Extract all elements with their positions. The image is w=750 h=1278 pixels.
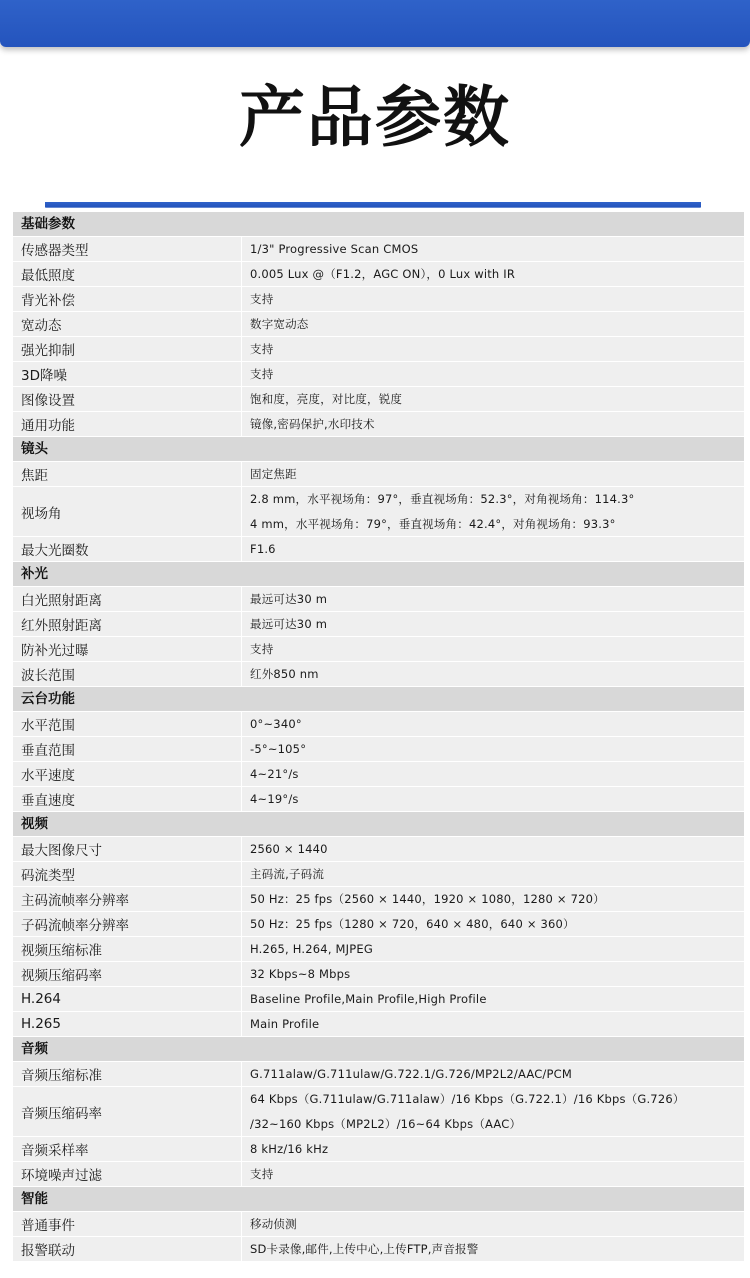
page-title: 产品参数 <box>239 79 511 156</box>
spec-label: 水平速度 <box>13 762 242 786</box>
spec-label: 最低照度 <box>13 262 242 286</box>
spec-label: 码流类型 <box>13 862 242 886</box>
spec-row <box>13 737 744 762</box>
spec-row <box>13 312 744 337</box>
spec-row <box>13 862 744 887</box>
spec-label: 水平范围 <box>13 712 242 736</box>
spec-value <box>242 262 744 286</box>
spec-value <box>242 1062 744 1086</box>
spec-value <box>242 237 744 261</box>
spec-label: 音频压缩码率 <box>13 1087 242 1136</box>
spec-row <box>13 1062 744 1087</box>
spec-value-line: 2560 × 1440 <box>250 841 328 856</box>
spec-row <box>13 487 744 537</box>
spec-value-line: 最远可达30 m <box>250 616 328 631</box>
spec-row <box>13 237 744 262</box>
spec-label: 3D降噪 <box>13 362 242 386</box>
spec-value-line: SD卡录像,邮件,上传中心,上传FTP,声音报警 <box>250 1241 479 1256</box>
spec-row <box>13 1162 744 1187</box>
spec-row <box>13 987 744 1012</box>
section-header <box>13 1187 744 1212</box>
spec-value <box>242 637 744 661</box>
spec-row <box>13 612 744 637</box>
spec-row <box>13 462 744 487</box>
spec-row <box>13 837 744 862</box>
spec-value <box>242 887 744 911</box>
spec-value <box>242 837 744 861</box>
spec-label: 背光补偿 <box>13 287 242 311</box>
spec-label: 垂直速度 <box>13 787 242 811</box>
spec-row <box>13 587 744 612</box>
spec-label: 视频压缩标准 <box>13 937 242 961</box>
spec-label: 防补光过曝 <box>13 637 242 661</box>
section-header <box>13 1037 744 1062</box>
spec-label: 传感器类型 <box>13 237 242 261</box>
section-title: 视频 <box>21 816 48 832</box>
spec-label: 最大光圈数 <box>13 537 242 561</box>
spec-label: 主码流帧率分辨率 <box>13 887 242 911</box>
spec-value <box>242 712 744 736</box>
spec-label: 音频采样率 <box>13 1137 242 1161</box>
spec-value <box>242 737 744 761</box>
spec-label: 宽动态 <box>13 312 242 336</box>
spec-value-line: 4~19°/s <box>250 791 299 806</box>
spec-value-line: /32~160 Kbps（MP2L2）/16~64 Kbps（AAC） <box>250 1116 522 1131</box>
spec-row <box>13 762 744 787</box>
spec-label: 报警联动 <box>13 1237 242 1261</box>
spec-value-line: 4~21°/s <box>250 766 299 781</box>
spec-label: H.265 <box>13 1012 242 1036</box>
spec-value-line: 50 Hz：25 fps（1280 × 720，640 × 480，640 × 360） <box>250 916 575 931</box>
spec-value-line: 2.8 mm，水平视场角：97°，垂直视场角：52.3°，对角视场角：114.3° <box>250 491 635 506</box>
spec-label: 视频压缩码率 <box>13 962 242 986</box>
spec-value-line: 饱和度，亮度，对比度，锐度 <box>250 391 403 406</box>
spec-value <box>242 337 744 361</box>
spec-value <box>242 612 744 636</box>
spec-value <box>242 1087 744 1136</box>
spec-value <box>242 387 744 411</box>
section-header <box>13 562 744 587</box>
spec-value-line: F1.6 <box>250 541 276 556</box>
spec-value-line: 支持 <box>250 366 274 381</box>
spec-value-line: 固定焦距 <box>250 466 297 481</box>
spec-value-line: 32 Kbps~8 Mbps <box>250 966 351 981</box>
spec-value <box>242 412 744 436</box>
spec-value-line: 64 Kbps（G.711ulaw/G.711alaw）/16 Kbps（G.722.1）/16 Kbps（G.726） <box>250 1091 685 1106</box>
spec-value-line: 0°~340° <box>250 716 302 731</box>
spec-value <box>242 1012 744 1036</box>
spec-value-line: Main Profile <box>250 1016 320 1031</box>
spec-value <box>242 1212 744 1236</box>
spec-row <box>13 887 744 912</box>
spec-row <box>13 637 744 662</box>
spec-value-line: 支持 <box>250 341 274 356</box>
spec-value <box>242 487 744 536</box>
spec-value-line: 移动侦测 <box>250 1216 297 1231</box>
spec-label: H.264 <box>13 987 242 1011</box>
spec-value <box>242 312 744 336</box>
spec-label: 通用功能 <box>13 412 242 436</box>
spec-value-line: 8 kHz/16 kHz <box>250 1141 329 1156</box>
spec-value-line: 主码流,子码流 <box>250 866 325 881</box>
spec-row <box>13 287 744 312</box>
header-banner <box>0 0 750 47</box>
spec-label: 强光抑制 <box>13 337 242 361</box>
spec-label: 垂直范围 <box>13 737 242 761</box>
spec-value <box>242 587 744 611</box>
spec-row <box>13 362 744 387</box>
spec-value <box>242 987 744 1011</box>
spec-row <box>13 337 744 362</box>
spec-value <box>242 362 744 386</box>
spec-value-line: -5°~105° <box>250 741 307 756</box>
spec-value <box>242 937 744 961</box>
spec-label: 图像设置 <box>13 387 242 411</box>
spec-row <box>13 1212 744 1237</box>
spec-row <box>13 1137 744 1162</box>
spec-row <box>13 787 744 812</box>
spec-value <box>242 1237 744 1261</box>
spec-value-line: 红外850 nm <box>250 666 319 681</box>
section-title: 基础参数 <box>21 216 75 232</box>
spec-value-line: 支持 <box>250 1166 274 1181</box>
spec-label: 普通事件 <box>13 1212 242 1236</box>
spec-value-line: 支持 <box>250 291 274 306</box>
spec-value-line: 50 Hz：25 fps（2560 × 1440，1920 × 1080，1280 × 720） <box>250 891 605 906</box>
spec-value <box>242 1162 744 1186</box>
spec-label: 视场角 <box>13 487 242 536</box>
spec-value <box>242 287 744 311</box>
spec-row <box>13 1012 744 1037</box>
spec-row <box>13 962 744 987</box>
spec-value <box>242 787 744 811</box>
spec-value <box>242 1137 744 1161</box>
spec-value-line: 支持 <box>250 641 274 656</box>
spec-label: 焦距 <box>13 462 242 486</box>
section-title: 云台功能 <box>21 691 75 707</box>
section-header <box>13 437 744 462</box>
spec-value-line: Baseline Profile,Main Profile,High Profile <box>250 991 487 1006</box>
spec-row <box>13 662 744 687</box>
spec-value-line: H.265, H.264, MJPEG <box>250 941 373 956</box>
spec-table <box>13 212 744 1262</box>
spec-label: 白光照射距离 <box>13 587 242 611</box>
section-header <box>13 212 744 237</box>
spec-row <box>13 262 744 287</box>
section-header <box>13 687 744 712</box>
section-title: 音频 <box>21 1041 48 1057</box>
spec-value-line: 1/3" Progressive Scan CMOS <box>250 241 419 256</box>
spec-value-line: 数字宽动态 <box>250 316 309 331</box>
title-underline <box>45 201 701 208</box>
spec-value-line: 镜像,密码保护,水印技术 <box>250 416 375 431</box>
spec-row <box>13 937 744 962</box>
spec-value <box>242 762 744 786</box>
spec-label: 子码流帧率分辨率 <box>13 912 242 936</box>
spec-label: 波长范围 <box>13 662 242 686</box>
spec-label: 音频压缩标准 <box>13 1062 242 1086</box>
spec-row <box>13 387 744 412</box>
spec-value <box>242 962 744 986</box>
spec-row <box>13 412 744 437</box>
spec-value <box>242 537 744 561</box>
spec-label: 红外照射距离 <box>13 612 242 636</box>
spec-row <box>13 912 744 937</box>
section-title: 镜头 <box>21 441 48 457</box>
spec-value-line: 4 mm，水平视场角：79°，垂直视场角：42.4°，对角视场角：93.3° <box>250 516 616 531</box>
spec-row <box>13 1087 744 1137</box>
spec-row <box>13 537 744 562</box>
spec-row <box>13 1237 744 1262</box>
section-title: 智能 <box>21 1191 48 1207</box>
spec-row <box>13 712 744 737</box>
spec-value <box>242 462 744 486</box>
spec-value-line: G.711alaw/G.711ulaw/G.722.1/G.726/MP2L2/AAC/PCM <box>250 1066 572 1081</box>
spec-value-line: 最远可达30 m <box>250 591 328 606</box>
spec-value <box>242 662 744 686</box>
spec-value <box>242 862 744 886</box>
section-header <box>13 812 744 837</box>
spec-value-line: 0.005 Lux @（F1.2，AGC ON），0 Lux with IR <box>250 266 516 281</box>
spec-label: 最大图像尺寸 <box>13 837 242 861</box>
spec-value <box>242 912 744 936</box>
spec-label: 环境噪声过滤 <box>13 1162 242 1186</box>
section-title: 补光 <box>21 566 48 582</box>
